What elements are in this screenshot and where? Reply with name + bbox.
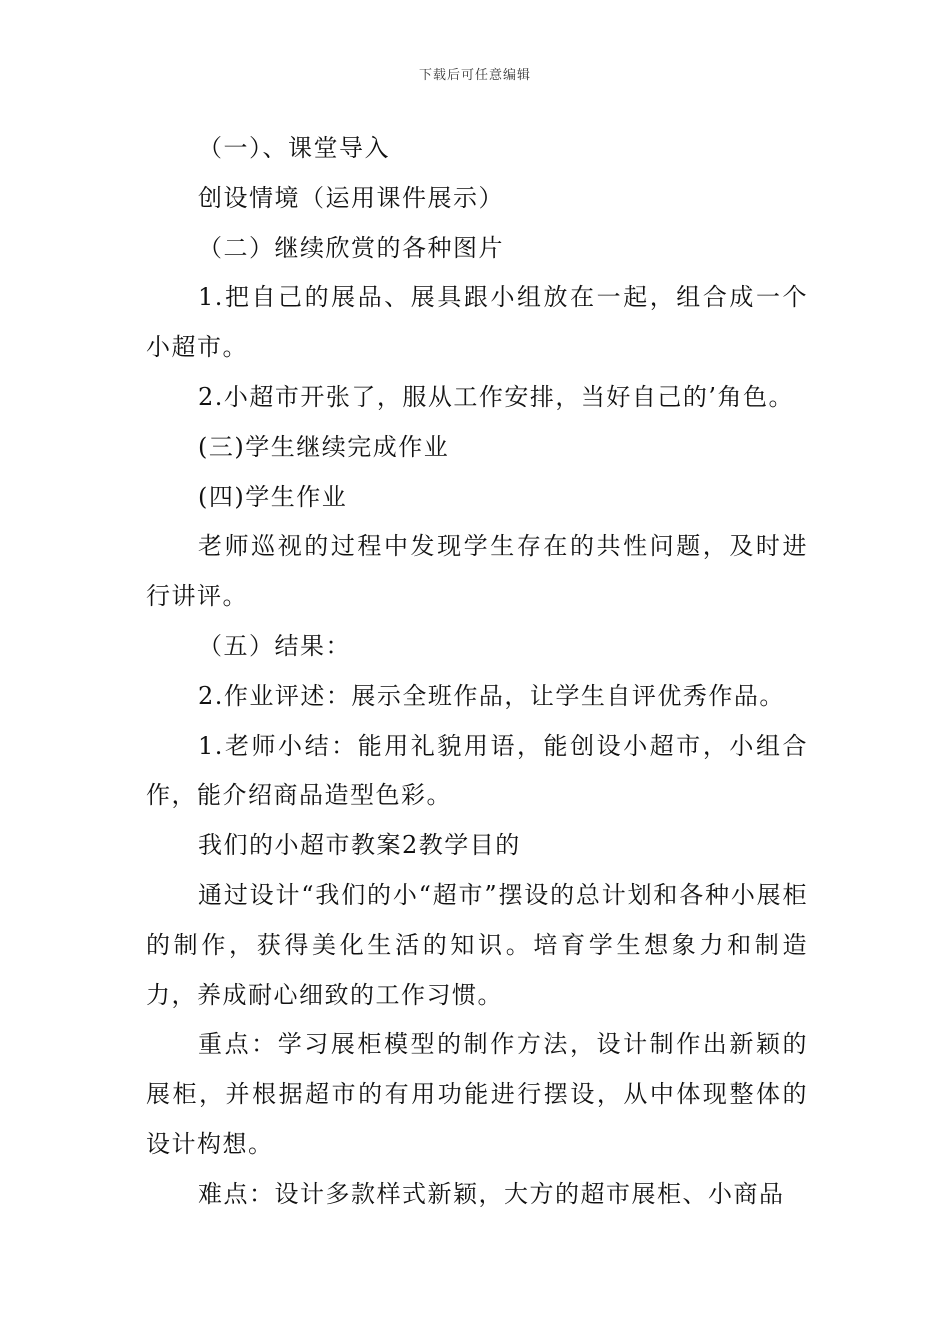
paragraph-7: (四)学生作业 bbox=[198, 482, 348, 511]
paragraph-8: 老师巡视的过程中发现学生存在的共性问题，及时进行讲评。 bbox=[146, 532, 808, 611]
paragraph-15: 难点：设计多款样式新颖，大方的超市展柜、小商品 bbox=[198, 1179, 785, 1208]
paragraph-11: 1.老师小结：能用礼貌用语，能创设小超市，小组合作，能介绍商品造型色彩。 bbox=[146, 731, 808, 810]
paragraph-2: 创设情境（运用课件展示） bbox=[198, 183, 504, 212]
page-header: 下载后可任意编辑 bbox=[418, 68, 531, 83]
paragraph-10: 2.作业评述：展示全班作品，让学生自评优秀作品。 bbox=[198, 681, 785, 710]
paragraph-12: 我们的小超市教案2教学目的 bbox=[198, 831, 521, 860]
paragraph-9: （五）结果： bbox=[198, 631, 351, 660]
paragraph-3: （二）继续欣赏的各种图片 bbox=[198, 233, 504, 262]
paragraph-14: 重点：学习展柜模型的制作方法，设计制作出新颖的展柜，并根据超市的有用功能进行摆设，从中体现整体的设计构想。 bbox=[146, 1030, 808, 1158]
paragraph-5: 2.小超市开张了，服从工作安排，当好自己的’角色。 bbox=[198, 382, 795, 411]
paragraph-4: 1.把自己的展品、展具跟小组放在一起，组合成一个小超市。 bbox=[146, 283, 808, 362]
document-body bbox=[146, 124, 808, 1220]
paragraph-6: (三)学生继续完成作业 bbox=[198, 432, 450, 461]
paragraph-1: （一）、课堂导入 bbox=[198, 134, 390, 162]
paragraph-13: 通过设计“我们的小“超市”摆设的总计划和各种小展柜的制作，获得美化生活的知识。培育学生想象力和制造力，养成耐心细致的工作习惯。 bbox=[146, 880, 808, 1009]
